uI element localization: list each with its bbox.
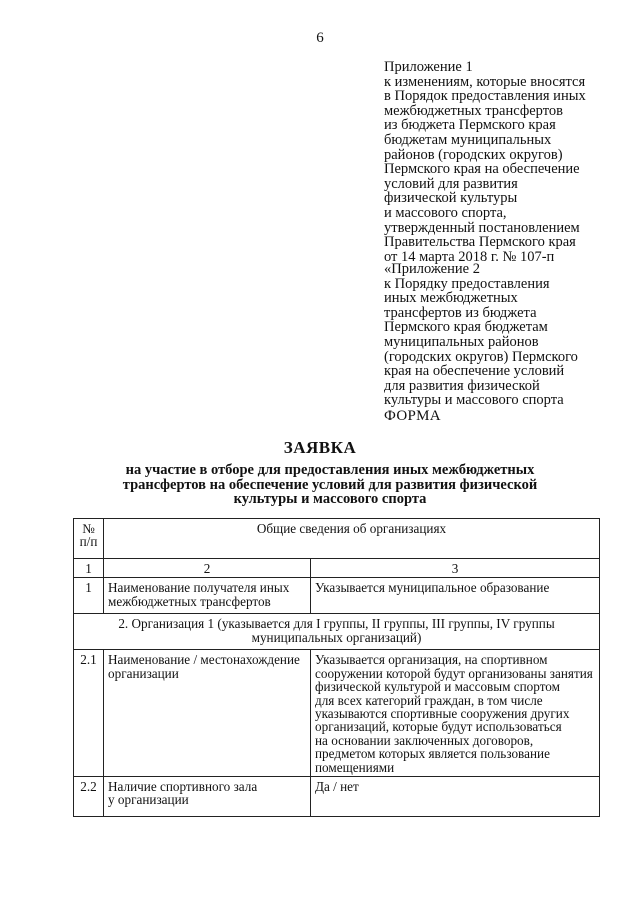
subtitle-line: на участие в отборе для предоставления иных межбюджетных — [125, 462, 535, 478]
row-name-cell — [104, 578, 311, 614]
index-cell: 2 — [104, 559, 311, 578]
index-cell: 3 — [311, 559, 600, 578]
header-number-label: п/п — [79, 534, 98, 550]
document-subtitle — [80, 463, 580, 507]
header-number-label: № — [82, 521, 95, 536]
table-header-row — [74, 519, 600, 559]
appendix-1-block — [384, 60, 634, 264]
row-value-cell — [311, 650, 600, 777]
section-heading-line: муниципальных организаций) — [251, 629, 422, 645]
appendix-2-line: к Порядку предоставления — [384, 275, 550, 292]
header-number-cell — [74, 519, 104, 559]
appendix-1-line: бюджетам муниципальных — [384, 131, 552, 148]
row-value-line: Да / нет — [315, 779, 359, 795]
row-number: 2.1 — [74, 650, 104, 777]
table-row — [74, 777, 600, 817]
appendix-2-line: для развития физической — [384, 377, 540, 394]
table-row — [74, 578, 600, 614]
row-value-line: помещениями — [315, 759, 395, 775]
application-table — [73, 518, 600, 817]
row-value-line: Указывается организация, на спортивном — [315, 652, 548, 668]
form-label: ФОРМА — [384, 408, 441, 424]
row-value-line: на основании заключенных договоров, — [315, 732, 534, 748]
appendix-1-line: межбюджетных трансфертов — [384, 102, 563, 119]
appendix-1-line: физической культуры — [384, 190, 518, 207]
row-value-line: для всех категорий граждан, в том числе — [315, 692, 543, 708]
row-name-cell — [104, 777, 311, 817]
section-heading-cell — [74, 614, 600, 650]
row-value-cell — [311, 777, 600, 817]
table-section-row — [74, 614, 600, 650]
appendix-2-line: (городских округов) Пермского — [384, 348, 578, 365]
appendix-2-line: муниципальных районов — [384, 333, 539, 350]
section-heading-line: 2. Организация 1 (указывается для I группы, II группы, III группы, IV группы — [118, 616, 555, 632]
row-name-cell — [104, 650, 311, 777]
table-index-row — [74, 559, 600, 578]
subtitle-line: культуры и массового спорта — [233, 491, 427, 507]
appendix-2-line: «Приложение 2 — [384, 261, 480, 277]
appendix-1-line: утвержденный постановлением — [384, 219, 580, 236]
appendix-2-line: иных межбюджетных — [384, 290, 518, 307]
row-value-line: указываются спортивные сооружения других — [315, 706, 570, 722]
appendix-1-line: Приложение 1 — [384, 59, 473, 75]
appendix-2-line: Пермского края бюджетам — [384, 319, 548, 336]
appendix-1-line: от 14 марта 2018 г. № 107-п — [384, 248, 555, 265]
row-number: 1 — [74, 578, 104, 614]
table-row — [74, 650, 600, 777]
row-value-line: физической культурой и массовым спортом — [315, 679, 560, 695]
index-cell: 1 — [74, 559, 104, 578]
appendix-1-line: районов (городских округов) — [384, 146, 563, 163]
row-value-line: сооружении которой будут организованы занятия — [315, 665, 593, 681]
appendix-2-line: культуры и массового спорта — [384, 392, 564, 409]
header-title-cell: Общие сведения об организациях — [104, 519, 600, 559]
row-number: 2.2 — [74, 777, 104, 817]
row-name-line: Наличие спортивного зала — [108, 779, 258, 795]
subtitle-line: трансфертов на обеспечение условий для развития физической — [122, 476, 538, 493]
row-value-line: организаций, которые будут использоваться — [315, 719, 562, 735]
row-value-line: предметом которых является пользование — [315, 746, 550, 762]
appendix-1-line: Правительства Пермского края — [384, 234, 576, 251]
appendix-2-line: трансфертов из бюджета — [384, 304, 537, 321]
appendix-1-line: к изменениям, которые вносятся — [384, 73, 586, 90]
appendix-1-line: из бюджета Пермского края — [384, 117, 556, 134]
appendix-2-block — [384, 262, 634, 408]
row-name-line: Наименование получателя иных — [108, 580, 290, 596]
row-name-line: Наименование / местонахождение — [108, 652, 300, 668]
row-value-cell — [311, 578, 600, 614]
appendix-1-line: условий для развития — [384, 175, 518, 192]
row-name-line: организации — [108, 665, 179, 681]
appendix-1-line: в Порядок предоставления иных — [384, 88, 586, 105]
page-number: 6 — [316, 30, 324, 46]
row-name-line: у организации — [108, 792, 189, 808]
row-name-line: межбюджетных трансфертов — [108, 593, 271, 609]
appendix-1-line: Пермского края на обеспечение — [384, 161, 580, 178]
appendix-2-line: края на обеспечение условий — [384, 363, 565, 380]
document-title: ЗАЯВКА — [283, 438, 357, 457]
appendix-1-line: и массового спорта, — [384, 204, 507, 221]
row-value-line: Указывается муниципальное образование — [315, 580, 550, 596]
